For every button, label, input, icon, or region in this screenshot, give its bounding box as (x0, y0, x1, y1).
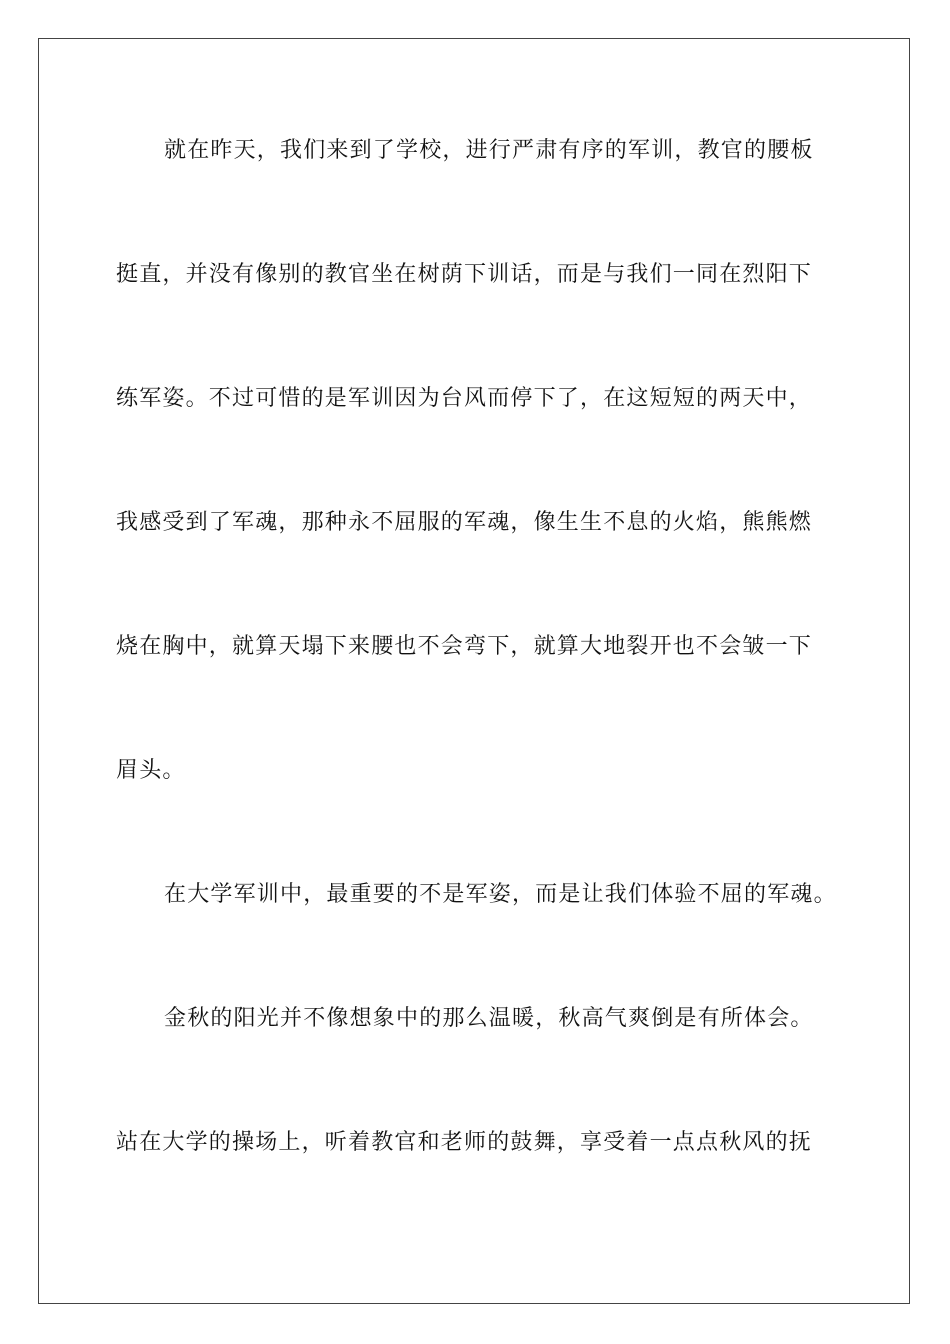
paragraph-1-line-6: 眉头。 (116, 758, 186, 783)
paragraph-2-line-1: 在大学军训中，最重要的不是军姿，而是让我们体验不屈的军魂。 (164, 882, 837, 907)
paragraph-1-line-5: 烧在胸中，就算天塌下来腰也不会弯下，就算大地裂开也不会皱一下 (116, 634, 813, 659)
paragraph-1-line-3: 练军姿。不过可惜的是军训因为台风而停下了，在这短短的两天中， (116, 386, 813, 411)
paragraph-1-line-2: 挺直，并没有像别的教官坐在树荫下训话，而是与我们一同在烈阳下 (116, 262, 813, 287)
paragraph-1-line-1: 就在昨天，我们来到了学校，进行严肃有序的军训，教官的腰板 (164, 138, 814, 163)
paragraph-1-line-4: 我感受到了军魂，那种永不屈服的军魂，像生生不息的火焰，熊熊燃 (116, 510, 813, 535)
paragraph-3-line-1: 金秋的阳光并不像想象中的那么温暖，秋高气爽倒是有所体会。 (164, 1006, 814, 1031)
paragraph-4-line-1: 站在大学的操场上，听着教官和老师的鼓舞，享受着一点点秋风的抚 (116, 1130, 813, 1155)
page-frame (38, 38, 910, 1304)
